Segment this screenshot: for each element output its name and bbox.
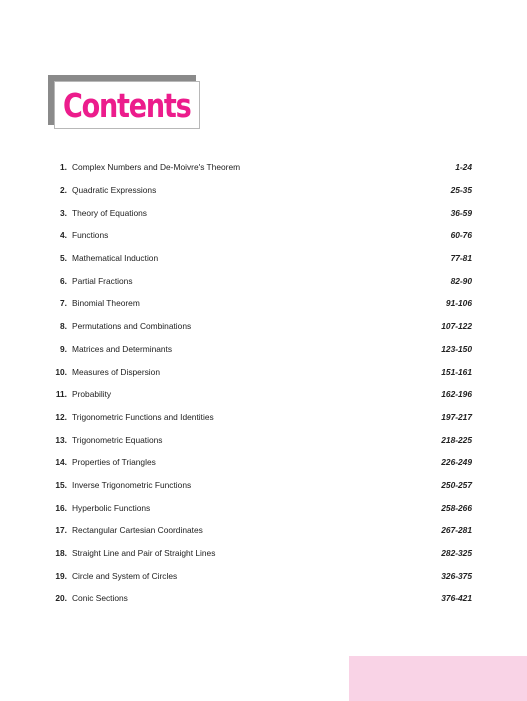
chapter-number: 9. <box>60 343 67 354</box>
chapter-number: 16. <box>55 502 67 513</box>
chapter-number: 17. <box>55 525 67 536</box>
chapter-page-range: 326-375 <box>441 570 472 581</box>
chapter-title: Partial Fractions <box>72 275 133 286</box>
chapter-title: Mathematical Induction <box>72 253 159 264</box>
toc-entry[interactable] <box>40 587 472 610</box>
chapter-number: 20. <box>55 593 67 604</box>
toc-entry[interactable] <box>40 156 472 179</box>
toc-entry[interactable] <box>40 247 472 270</box>
toc-entry[interactable] <box>40 201 472 224</box>
chapter-title: Functions <box>72 230 109 241</box>
toc-entry[interactable] <box>40 383 472 406</box>
chapter-title: Measures of Dispersion <box>72 366 160 377</box>
toc-entry[interactable] <box>40 519 472 542</box>
chapter-title: Conic Sections <box>72 593 128 604</box>
table-of-contents <box>40 156 472 610</box>
chapter-page-range: 218-225 <box>441 434 472 445</box>
toc-entry[interactable] <box>40 496 472 519</box>
chapter-number: 5. <box>60 253 67 264</box>
chapter-title: Binomial Theorem <box>72 298 140 309</box>
toc-entry[interactable] <box>40 338 472 361</box>
chapter-title: Straight Line and Pair of Straight Lines <box>72 548 216 559</box>
contents-heading-block <box>48 75 204 133</box>
chapter-title: Theory of Equations <box>72 207 147 218</box>
chapter-page-range: 151-161 <box>441 366 472 377</box>
chapter-number: 2. <box>60 185 67 196</box>
chapter-title: Circle and System of Circles <box>72 570 178 581</box>
toc-entry[interactable] <box>40 542 472 565</box>
chapter-title: Inverse Trigonometric Functions <box>72 479 192 490</box>
chapter-number: 11. <box>55 389 67 400</box>
chapter-page-range: 267-281 <box>441 525 472 536</box>
chapter-number: 19. <box>55 570 67 581</box>
chapter-number: 14. <box>55 457 67 468</box>
chapter-page-range: 36-59 <box>450 207 472 218</box>
decorative-corner-block <box>349 656 527 701</box>
chapter-number: 7. <box>60 298 67 309</box>
toc-entry[interactable] <box>40 315 472 338</box>
chapter-page-range: 197-217 <box>441 411 472 422</box>
toc-entry[interactable] <box>40 224 472 247</box>
toc-entry[interactable] <box>40 451 472 474</box>
chapter-number: 13. <box>55 434 67 445</box>
chapter-number: 6. <box>60 275 67 286</box>
chapter-title: Hyperbolic Functions <box>72 502 151 513</box>
chapter-number: 15. <box>55 479 67 490</box>
chapter-number: 4. <box>60 230 67 241</box>
chapter-page-range: 77-81 <box>450 253 472 264</box>
page-title: Contents <box>63 85 191 125</box>
chapter-page-range: 376-421 <box>441 593 472 604</box>
toc-entry[interactable] <box>40 406 472 429</box>
chapter-page-range: 282-325 <box>441 548 472 559</box>
chapter-page-range: 162-196 <box>441 389 472 400</box>
toc-entry[interactable] <box>40 428 472 451</box>
chapter-title: Matrices and Determinants <box>72 343 173 354</box>
chapter-number: 8. <box>60 321 67 332</box>
toc-entry[interactable] <box>40 474 472 497</box>
chapter-page-range: 226-249 <box>441 457 472 468</box>
chapter-page-range: 1-24 <box>455 162 472 173</box>
chapter-page-range: 250-257 <box>441 479 472 490</box>
chapter-title: Permutations and Combinations <box>72 321 192 332</box>
heading-box <box>54 81 200 129</box>
chapter-title: Complex Numbers and De-Moivre's Theorem <box>72 162 241 173</box>
chapter-page-range: 25-35 <box>450 185 472 196</box>
chapter-number: 1. <box>60 162 67 173</box>
chapter-page-range: 123-150 <box>441 343 472 354</box>
chapter-page-range: 82-90 <box>450 275 472 286</box>
chapter-number: 12. <box>55 411 67 422</box>
chapter-page-range: 91-106 <box>445 298 472 309</box>
chapter-page-range: 60-76 <box>450 230 472 241</box>
chapter-title: Probability <box>72 389 112 400</box>
chapter-number: 3. <box>60 207 67 218</box>
chapter-page-range: 107-122 <box>441 321 472 332</box>
chapter-title: Quadratic Expressions <box>72 185 157 196</box>
chapter-page-range: 258-266 <box>441 502 472 513</box>
toc-entry[interactable] <box>40 564 472 587</box>
toc-entry[interactable] <box>40 360 472 383</box>
chapter-title: Trigonometric Equations <box>72 434 163 445</box>
chapter-title: Trigonometric Functions and Identities <box>72 411 214 422</box>
chapter-title: Properties of Triangles <box>72 457 156 468</box>
chapter-title: Rectangular Cartesian Coordinates <box>72 525 203 536</box>
chapter-number: 10. <box>55 366 67 377</box>
toc-entry[interactable] <box>40 179 472 202</box>
toc-entry[interactable] <box>40 292 472 315</box>
chapter-number: 18. <box>55 548 67 559</box>
toc-entry[interactable] <box>40 269 472 292</box>
